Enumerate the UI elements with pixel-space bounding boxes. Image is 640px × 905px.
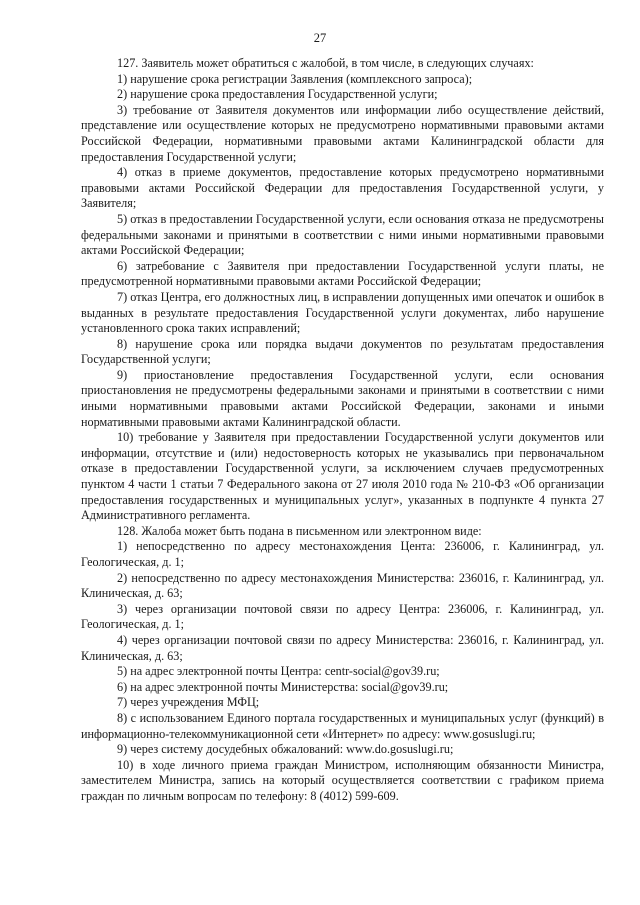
paragraph-128-intro: 128. Жалоба может быть подана в письменном или электронном виде:	[117, 523, 482, 538]
paragraph-127-item-8: 8) нарушение срока или порядка выдачи документов по результатам предоставления Государственной услуги;	[81, 336, 604, 367]
paragraph-128-item-7: 7) через учреждения МФЦ;	[117, 695, 260, 710]
paragraph-127-item-4: 4) отказ в приеме документов, предоставление которых предусмотрено нормативными правовыми актами Российской Федерации для предоставления Государственной услуги, у Заявителя;	[81, 165, 604, 211]
paragraph-128-item-6: 6) на адрес электронной почты Министерства: social@gov39.ru;	[117, 679, 449, 694]
paragraph-127-item-10: 10) требование у Заявителя при предоставлении Государственной услуги документов или информации, отсутствие и (или) недостоверность которых не указывались при первоначальном отказе в предоставлении Государственной услуги, за исключением случаев предусмотренных пунктом 4 части 1 статьи 7 Федерального закона от 27 июля 2010 года № 210-ФЗ «Об организации предоставления государственных и муниципальных услуг», указанных в подпункте 4 пункта 27 Административного регламента.	[81, 430, 604, 523]
paragraph-127-item-3: 3) требование от Заявителя документов или информации либо осуществление действий, представление или осуществление которых не предусмотрено нормативными правовыми актами Российской Федерации, нормативными правовыми актами Калининградской области для предоставления Государственной услуги;	[81, 102, 604, 164]
paragraph-128-item-4: 4) через организации почтовой связи по адресу Министерства: 236016, г. Калининград, ул. Клиническая, д. 63;	[81, 632, 604, 663]
paragraph-127-intro: 127. Заявитель может обратиться с жалобой, в том числе, в следующих случаях:	[117, 56, 534, 70]
paragraph-128-item-1: 1) непосредственно по адресу местонахождения Цента: 236006, г. Калининград, ул. Геологическая, д. 1;	[81, 539, 604, 569]
paragraph-128-item-10: 10) в ходе личного приема граждан Министром, исполняющим обязанности Министра, заместителем Министра, запись на который осуществляется соответствии с графиком приема граждан по личным вопросам по телефону: 8 (4012) 599-609.	[81, 757, 604, 803]
paragraph-128-item-2: 2) непосредственно по адресу местонахождения Министерства: 236016, г. Калининград, ул. Клиническая, д. 63;	[81, 570, 604, 601]
document-body	[81, 56, 604, 805]
paragraph-127-item-7: 7) отказ Центра, его должностных лиц, в исправлении допущенных ими опечаток и ошибок в выданных в результате предоставления Государственной услуги документах, либо нарушение установленного срока таких исправлений;	[81, 289, 604, 336]
paragraph-128-item-9: 9) через систему досудебных обжалований: www.do.gosuslugi.ru;	[117, 742, 454, 757]
paragraph-127-item-5: 5) отказ в предоставлении Государственной услуги, если основания отказа не предусмотрены федеральными законами и принятыми в соответствии с ними иными нормативными правовыми актами Российской Федерации;	[81, 211, 604, 258]
paragraph-128-item-5: 5) на адрес электронной почты Центра: centr-social@gov39.ru;	[117, 664, 440, 679]
paragraph-128-item-3: 3) через организации почтовой связи по адресу Центра: 236006, г. Калининград, ул. Геологическая, д. 1;	[81, 601, 604, 632]
paragraph-128-item-8: 8) с использованием Единого портала государственных и муниципальных услуг (функций) в информационно-телекоммуникационной сети «Интернет» по адресу: www.gosuslugi.ru;	[81, 710, 604, 741]
paragraph-127-item-9: 9) приостановление предоставления Государственной услуги, если основания приостановления не предусмотрены федеральными законами и принятыми в соответствии с ними иными нормативными правовыми актами Российской Федерации, законами и иными нормативными правовыми актами Калининградской области.	[81, 367, 604, 429]
paragraph-127-item-1: 1) нарушение срока регистрации Заявления (комплексного запроса);	[117, 71, 473, 86]
paragraph-127-item-2: 2) нарушение срока предоставления Государственной услуги;	[117, 87, 438, 102]
page-number: 27	[313, 31, 327, 45]
paragraph-127-item-6: 6) затребование с Заявителя при предоставлении Государственной услуги платы, не предусмотренной нормативными правовыми актами Российской Федерации;	[81, 258, 604, 289]
